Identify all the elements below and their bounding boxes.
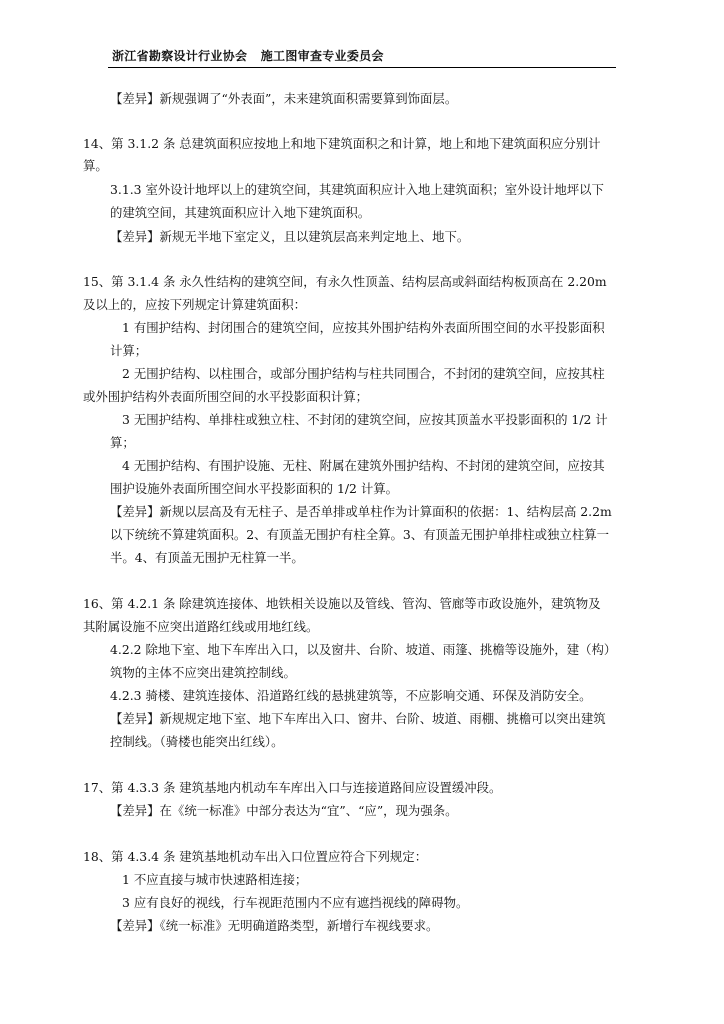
s15-item-1: 1 有围护结构、封闭围合的建筑空间，应按其外围护结构外表面所围空间的水平投影面积 (122, 320, 605, 335)
s15-item-3: 3 无围护结构、单排柱或独立柱、不封闭的建筑空间，应按其顶盖水平投影面积的 1/2 计 (122, 412, 608, 427)
s15-item-4-cont: 围护设施外表面所围空间水平投影面积的 1/2 计算。 (110, 481, 399, 496)
header-divider (108, 67, 616, 68)
s17-clause: 17、第 4.3.3 条 建筑基地内机动车车库出入口与连接道路间应设置缓冲段。 (83, 780, 502, 795)
s15-clause: 15、第 3.1.4 条 永久性结构的建筑空间，有永久性顶盖、结构层高或斜面结构板顶高在 2.20m (83, 274, 607, 289)
s15-diff-cont-1: 以下统统不算建筑面积。2、有顶盖无围护有柱全算。3、有顶盖无围护单排柱或独立柱算一 (110, 527, 610, 542)
header-org: 浙江省勘察设计行业协会 (112, 49, 248, 63)
s13-diff: 【差异】新规强调了“外表面”，未来建筑面积需要算到饰面层。 (110, 91, 458, 106)
header-committee: 施工图审查专业委员会 (260, 49, 384, 63)
s18-clause: 18、第 4.3.4 条 建筑基地机动车出入口位置应符合下列规定： (83, 849, 428, 864)
s18-item-3: 3 应有良好的视线，行车视距范围内不应有遮挡视线的障碍物。 (122, 895, 469, 910)
s16-diff: 【差异】新规规定地下室、地下车库出入口、窗井、台阶、坡道、雨棚、挑檐可以突出建筑 (110, 711, 606, 726)
s15-item-1-cont: 计算； (110, 343, 148, 358)
s15-item-2: 2 无围护结构、以柱围合，或部分围护结构与柱共同围合，不封闭的建筑空间，应按其柱 (122, 366, 605, 381)
s16-clause: 16、第 4.2.1 条 除建筑连接体、地铁相关设施以及管线、管沟、管廊等市政设施外，建筑物及 (83, 596, 601, 611)
page-header (112, 48, 616, 64)
s14-sub-clause: 3.1.3 室外设计地坪以上的建筑空间，其建筑面积应计入地上建筑面积；室外设计地坪以下 (110, 182, 604, 197)
s17-diff: 【差异】在《统一标准》中部分表达为“宜”、“应”，现为强条。 (110, 803, 458, 818)
s16-clause-cont: 其附属设施不应突出道路红线或用地红线。 (83, 619, 319, 634)
s14-sub-clause-cont: 的建筑空间，其建筑面积应计入地下建筑面积。 (110, 205, 371, 220)
s15-item-3-cont: 算； (110, 435, 135, 450)
s15-item-2-cont: 或外围护结构外表面所围空间的水平投影面积计算； (83, 389, 368, 404)
s15-item-4: 4 无围护结构、有围护设施、无柱、附属在建筑外围护结构、不封闭的建筑空间，应按其 (122, 458, 605, 473)
s16-sub-clause-1-cont: 筑物的主体不应突出建筑控制线。 (110, 665, 296, 680)
s16-sub-clause-2: 4.2.3 骑楼、建筑连接体、沿道路红线的悬挑建筑等，不应影响交通、环保及消防安全。 (110, 688, 592, 703)
s14-clause-cont: 算。 (83, 158, 108, 173)
s14-diff: 【差异】新规无半地下室定义，且以建筑层高来判定地上、地下。 (110, 229, 470, 244)
s15-clause-cont: 及以上的，应按下列规定计算建筑面积： (83, 297, 307, 312)
s18-diff: 【差异】《统一标准》无明确道路类型，新增行车视线要求。 (110, 918, 439, 933)
s18-item-1: 1 不应直接与城市快速路相连接； (122, 872, 308, 887)
s15-diff: 【差异】新规以层高及有无柱子、是否单排或单柱作为计算面积的依据：1、结构层高 2.2m (110, 504, 612, 519)
s14-clause: 14、第 3.1.2 条 总建筑面积应按地上和地下建筑面积之和计算，地上和地下建筑面积应分别计 (83, 136, 601, 151)
s16-sub-clause-1: 4.2.2 除地下室、地下车库出入口，以及窗井、台阶、坡道、雨篷、挑檐等设施外，建（构） (110, 642, 617, 657)
s15-diff-cont-2: 半。4、有顶盖无围护无柱算一半。 (110, 550, 304, 565)
s16-diff-cont: 控制线。（骑楼也能突出红线）。 (110, 734, 284, 749)
